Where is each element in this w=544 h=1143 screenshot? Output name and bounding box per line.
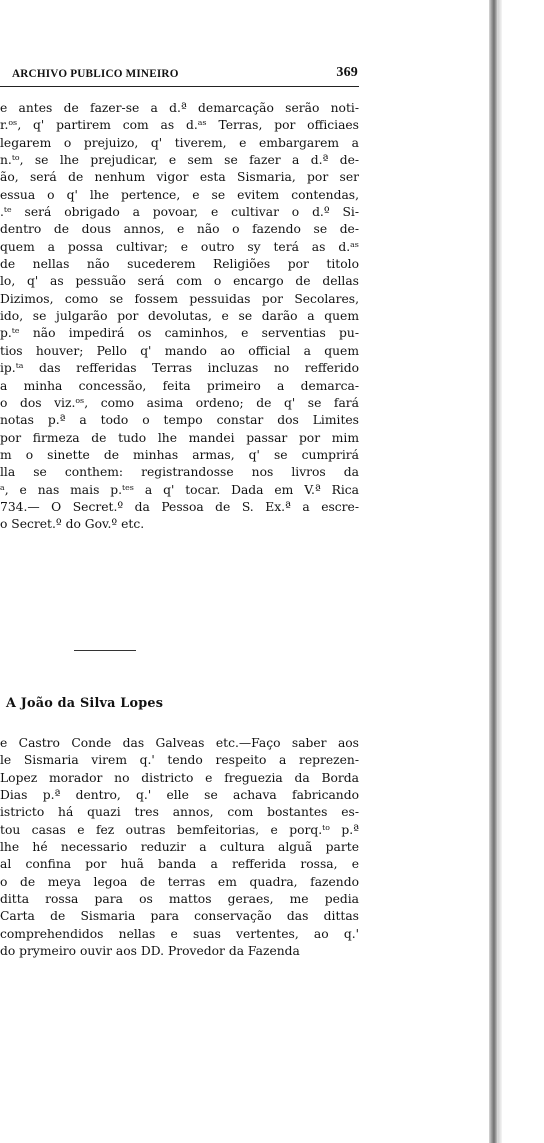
text-line: ip.ᵗᵃ das refferidas Terras incluzas no refferido <box>0 361 359 376</box>
text-line: ido, se julgarão por devolutas, e se darão a quem <box>0 309 359 324</box>
text-line: ditta rossa para os mattos geraes, me pedia <box>0 892 359 907</box>
text-line: lo, q' as pessuão será com o encargo de dellas <box>0 274 359 289</box>
text-line: legarem o prejuizo, q' tiverem, e embargarem a <box>0 135 359 150</box>
text-line: ão, será de nenhum vigor esta Sismaria, por ser <box>0 170 359 185</box>
text-line: o Secret.º do Gov.º etc. <box>0 517 145 532</box>
text-line: lhe hé necessario reduzir a cultura alguã parte <box>0 840 359 855</box>
text-line: quem a possa cultivar; e outro sy terá as d.ᵃˢ <box>0 239 359 254</box>
text-line: comprehendidos nellas e suas vertentes, ao q.' <box>0 926 359 941</box>
text-line: 734.— O Secret.º da Pessoa de S. Ex.ª a escre- <box>0 499 359 514</box>
page-number: 369 <box>336 65 358 80</box>
text-line: e antes de fazer-se a d.ª demarcação serão noti- <box>0 101 359 115</box>
text-line: o dos viz.ᵒˢ, como asima ordeno; de q' se fará <box>0 395 359 410</box>
text-line: ᵃ, e nas mais p.ᵗᵉˢ a q' tocar. Dada em V.ª Rica <box>0 482 359 497</box>
header-rule <box>0 86 359 87</box>
text-line: p.ᵗᵉ não impedirá os caminhos, e serventias pu- <box>0 326 359 341</box>
text-line: e Castro Conde das Galveas etc.—Faço saber aos <box>0 736 359 750</box>
text-line: o de meya legoa de terras em quadra, fazendo <box>0 874 359 889</box>
text-line: Dias p.ª dentro, q.' elle se achava fabricando <box>0 788 359 803</box>
text-line: tios houver; Pello q' mando ao official a quem <box>0 343 359 358</box>
text-line: notas p.ª a todo o tempo constar dos Limites <box>0 413 359 428</box>
text-line: n.ᵗᵒ, se lhe prejudicar, e sem se fazer a d.ª de- <box>0 153 359 168</box>
section-1-text <box>0 100 359 534</box>
text-line: essua o q' lhe pertence, e se evitem contendas, <box>0 187 359 202</box>
section-2-text <box>0 735 359 960</box>
section-divider <box>74 650 136 651</box>
text-line: por firmeza de tudo lhe mandei passar por mim <box>0 430 359 445</box>
text-line: a minha concessão, feita primeiro a demarca- <box>0 378 359 393</box>
text-line: de nellas não sucederem Religiões por titolo <box>0 257 359 272</box>
text-line: tou casas e fez outras bemfeitorias, e porq.ᵗᵒ p.ª <box>0 822 359 837</box>
text-line: dentro de dous annos, e não o fazendo se de- <box>0 222 359 237</box>
running-head-title: ARCHIVO PUBLICO MINEIRO <box>12 68 179 80</box>
book-binding-edge <box>498 0 502 1143</box>
book-binding-shadow <box>489 0 498 1143</box>
running-head <box>6 64 358 84</box>
text-line: al confina por huã banda a refferida rossa, e <box>0 857 359 872</box>
text-line: lla se conthem: registrandosse nos livros da <box>0 465 359 480</box>
section-heading: A João da Silva Lopes <box>6 696 164 711</box>
text-line: m o sinette de minhas armas, q' se cumprirá <box>0 447 359 462</box>
text-line: r.ᵒˢ, q' partirem com as d.ᵃˢ Terras, por officiaes <box>0 118 359 133</box>
text-line: do prymeiro ouvir aos DD. Provedor da Fazenda <box>0 944 300 959</box>
text-line: le Sismaria virem q.' tendo respeito a reprezen- <box>0 753 359 768</box>
text-line: Dizimos, como se fossem pessuidas por Secolares, <box>0 291 359 306</box>
text-line: Lopez morador no districto e freguezia da Borda <box>0 770 359 785</box>
text-line: istricto há quazi tres annos, com bostantes es- <box>0 805 359 820</box>
text-line: Carta de Sismaria para conservação das dittas <box>0 909 359 924</box>
text-line: .ᵗᵉ será obrigado a povoar, e cultivar o d.º Si- <box>0 205 359 220</box>
